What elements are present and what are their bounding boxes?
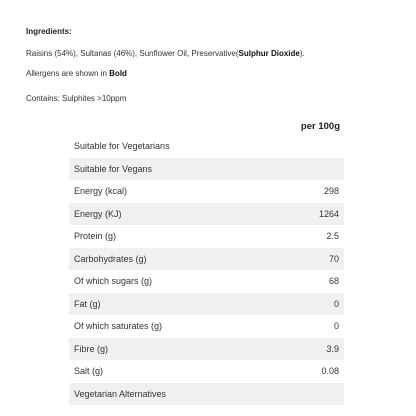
allergen-note-text: Allergens are shown in — [26, 69, 110, 78]
ingredients-text — [26, 49, 305, 58]
ingredients-heading: Ingredients: — [26, 27, 72, 36]
row-value: 3.9 — [326, 343, 339, 354]
row-label: Protein (g) — [74, 231, 117, 242]
row-label: Carbohydrates (g) — [74, 253, 147, 264]
table-row — [69, 383, 344, 406]
table-row — [69, 315, 344, 338]
row-label: Of which sugars (g) — [74, 276, 153, 287]
table-row — [69, 135, 344, 158]
row-value: 0 — [333, 298, 339, 309]
ingredients-allergen: Sulphur Dioxide — [238, 49, 300, 58]
row-label: Vegetarian Alternatives — [74, 388, 167, 399]
table-row — [69, 203, 344, 226]
row-value: 68 — [328, 276, 339, 287]
row-label: Suitable for Vegetarians — [74, 141, 170, 152]
table-row — [69, 338, 344, 361]
table-row — [69, 225, 344, 248]
row-value: 298 — [323, 186, 339, 197]
table-row — [69, 180, 344, 203]
table-row — [69, 293, 344, 316]
table-row — [69, 270, 344, 293]
row-value: 2.5 — [326, 231, 339, 242]
row-label: Of which saturates (g) — [74, 321, 163, 332]
row-label: Suitable for Vegans — [74, 163, 153, 174]
table-row — [69, 360, 344, 383]
row-label: Fat (g) — [74, 298, 101, 309]
row-value: 70 — [328, 253, 339, 264]
row-label: Salt (g) — [74, 366, 104, 377]
allergen-note — [26, 69, 127, 78]
row-value: 1264 — [318, 208, 339, 219]
per-100g-header: per 100g — [300, 121, 340, 132]
ingredients-list: Raisins (54%), Sultanas (46%), Sunflower Oil, Preservative( — [26, 49, 239, 58]
ingredients-end: ). — [299, 49, 305, 58]
row-label: Energy (kcal) — [74, 186, 128, 197]
table-row — [69, 248, 344, 271]
nutrition-table — [69, 135, 344, 405]
contains-note: Contains: Sulphites >10ppm — [26, 94, 127, 103]
table-row — [69, 158, 344, 181]
row-value: 0.08 — [321, 366, 339, 377]
row-label: Energy (KJ) — [74, 208, 122, 219]
row-label: Fibre (g) — [74, 343, 109, 354]
row-value: 0 — [333, 321, 339, 332]
allergen-note-bold: Bold — [109, 69, 127, 78]
